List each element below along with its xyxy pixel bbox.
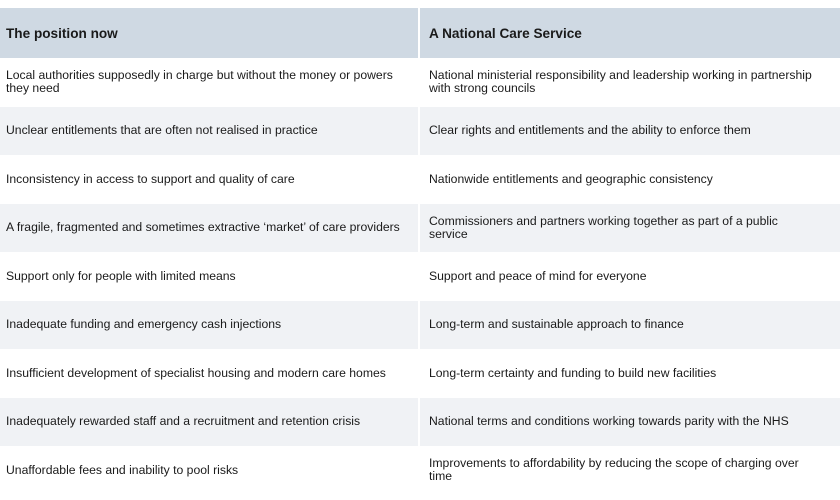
table-cell-position-now: Inadequate funding and emergency cash injections: [0, 301, 420, 350]
table-cell-national-care-service: Improvements to affordability by reducing the scope of charging over time: [420, 446, 840, 495]
comparison-table: [0, 8, 840, 495]
table-cell-national-care-service: Support and peace of mind for everyone: [420, 252, 840, 301]
table-cell-position-now: A fragile, fragmented and sometimes extractive ‘market’ of care providers: [0, 204, 420, 253]
table-header-row: [0, 8, 840, 58]
table-row: [0, 301, 840, 350]
table-cell-position-now: Inadequately rewarded staff and a recruitment and retention crisis: [0, 398, 420, 447]
table-row: [0, 58, 840, 107]
table-cell-national-care-service: Commissioners and partners working together as part of a public service: [420, 204, 840, 253]
table-cell-position-now: Support only for people with limited means: [0, 252, 420, 301]
table-cell-position-now: Local authorities supposedly in charge but without the money or powers they need: [0, 58, 420, 107]
table-row: [0, 398, 840, 447]
table-cell-position-now: Unclear entitlements that are often not realised in practice: [0, 107, 420, 156]
column-header-position-now: The position now: [0, 8, 420, 58]
table-row: [0, 155, 840, 204]
table-row: [0, 252, 840, 301]
table-cell-national-care-service: National terms and conditions working towards parity with the NHS: [420, 398, 840, 447]
table-cell-position-now: Inconsistency in access to support and quality of care: [0, 155, 420, 204]
table-cell-national-care-service: Long-term and sustainable approach to finance: [420, 301, 840, 350]
column-header-national-care-service: A National Care Service: [420, 8, 840, 58]
table-row: [0, 349, 840, 398]
table-cell-national-care-service: Long-term certainty and funding to build new facilities: [420, 349, 840, 398]
table-cell-position-now: Unaffordable fees and inability to pool risks: [0, 446, 420, 495]
table-cell-national-care-service: Nationwide entitlements and geographic consistency: [420, 155, 840, 204]
table-row: [0, 204, 840, 253]
table-cell-national-care-service: National ministerial responsibility and leadership working in partnership with strong councils: [420, 58, 840, 107]
table-row: [0, 446, 840, 495]
table-cell-position-now: Insufficient development of specialist housing and modern care homes: [0, 349, 420, 398]
table-cell-national-care-service: Clear rights and entitlements and the ability to enforce them: [420, 107, 840, 156]
table-row: [0, 107, 840, 156]
